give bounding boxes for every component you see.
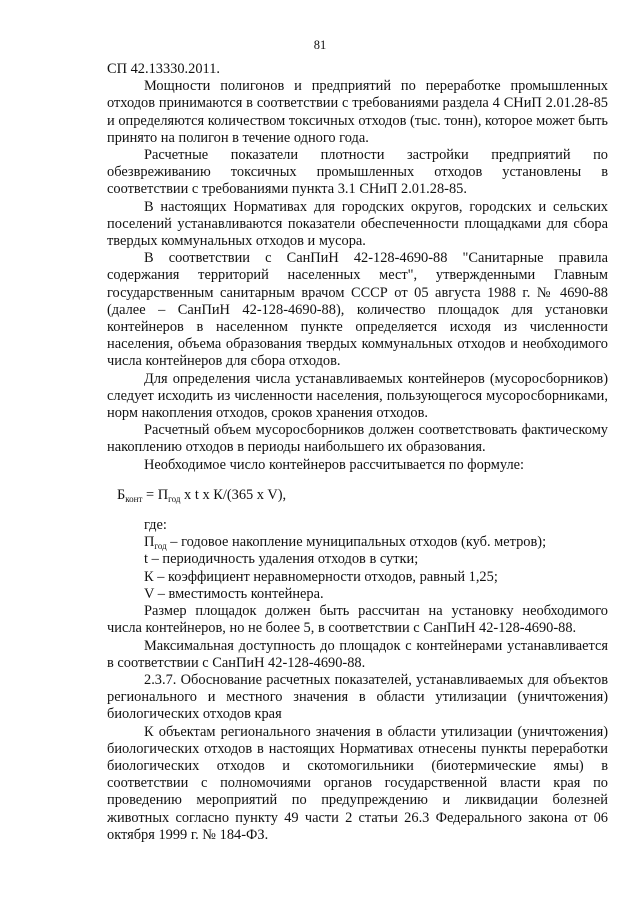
paragraph-density-indicators: Расчетные показатели плотности застройки предприятий по обезвреживанию токсичных промышленных отходов установлены в соответствии с требованиями пункта 3.1 СНиП 2.01.28-85.	[107, 147, 608, 198]
legend-p-subscript: год	[154, 541, 167, 552]
legend-k: К – коэффициент неравномерности отходов, равный 1,25;	[144, 568, 498, 585]
formula-eq: = П	[142, 486, 169, 503]
formula-rhs: x t x К/(365 x V),	[180, 486, 287, 503]
paragraph-site-access: Максимальная доступность до площадок с контейнерами устанавливается в соответствии с СанПиН 42-128-4690-88.	[107, 637, 608, 671]
section-heading-2-3-7: 2.3.7. Обоснование расчетных показателей, устанавливаемых для объектов регионального и местного значения в области утилизации (уничтожения) биологических отходов края	[107, 671, 608, 723]
formula-p-subscript: год	[168, 493, 181, 504]
paragraph-reference-tail: СП 42.13330.2011.	[107, 61, 220, 77]
page-number: 81	[313, 38, 327, 52]
paragraph-site-size: Размер площадок должен быть рассчитан на установку необходимого числа контейнеров, но не более 5, в соответствии с СанПиН 42-128-4690-88.	[107, 603, 608, 637]
body-text	[107, 61, 608, 844]
legend-p	[107, 534, 608, 551]
paragraph-polygon-capacity: Мощности полигонов и предприятий по переработке промышленных отходов принимаются в соответствии с требованиями раздела 4 СНиП 2.01.28-85 и определяются количеством токсичных отходов (тыс. тонн), которое может быть принято на полигон в течение одного года.	[107, 78, 608, 146]
legend-t: t – периодичность удаления отходов в сутки;	[144, 551, 419, 568]
paragraph-regional-objects: К объектам регионального значения в области утилизации (уничтожения) биологических отходов в настоящих Нормативах отнесены пункты переработки биологических отходов и скотомогильники (биотермические ямы) в соответствии с полномочиями органов государственной власти края по проведению мероприятий по предупреждению и ликвидации болезней животных согласно пункту 49 части 2 статьи 26.3 Федерального закона от 06 октября 1999 г. № 184-ФЗ.	[107, 723, 608, 843]
paragraph-bin-volume: Расчетный объем мусоросборников должен соответствовать фактическому накоплению отходов в периоды наибольшего их образования.	[107, 422, 608, 456]
paragraph-container-count: Для определения числа устанавливаемых контейнеров (мусоросборников) следует исходить из численности населения, пользующегося мусоросборниками, норм накопления отходов, сроков хранения отходов.	[107, 370, 608, 422]
formula	[107, 487, 608, 504]
formula-lhs-subscript: конт	[125, 493, 143, 504]
paragraph-formula-intro: Необходимое число контейнеров рассчитывается по формуле:	[144, 456, 525, 473]
paragraph-collection-sites: В настоящих Нормативах для городских округов, городских и сельских поселений устанавливаются показатели обеспеченности площадками для сбора твердых коммунальных отходов и мусора.	[107, 198, 608, 250]
legend-v: V – вместимость контейнера.	[144, 585, 324, 602]
legend-p-symbol: П	[144, 534, 155, 551]
formula-lhs: Б	[117, 486, 126, 503]
legend-where: где:	[144, 517, 167, 534]
legend-p-text: – годовое накопление муниципальных отходов (куб. метров);	[166, 534, 547, 551]
paragraph-sanpin: В соответствии с СанПиН 42-128-4690-88 "Санитарные правила содержания территорий населенных мест", утвержденными Главным государственным санитарным врачом СССР от 05 августа 1988 г. № 4690-88 (далее – СанПиН 42-128-4690-88), количество площадок для установки контейнеров в населенном пункте определяется исходя из численности населения, объема образования твердых коммунальных отходов и необходимого числа контейнеров для сбора отходов.	[107, 250, 608, 370]
